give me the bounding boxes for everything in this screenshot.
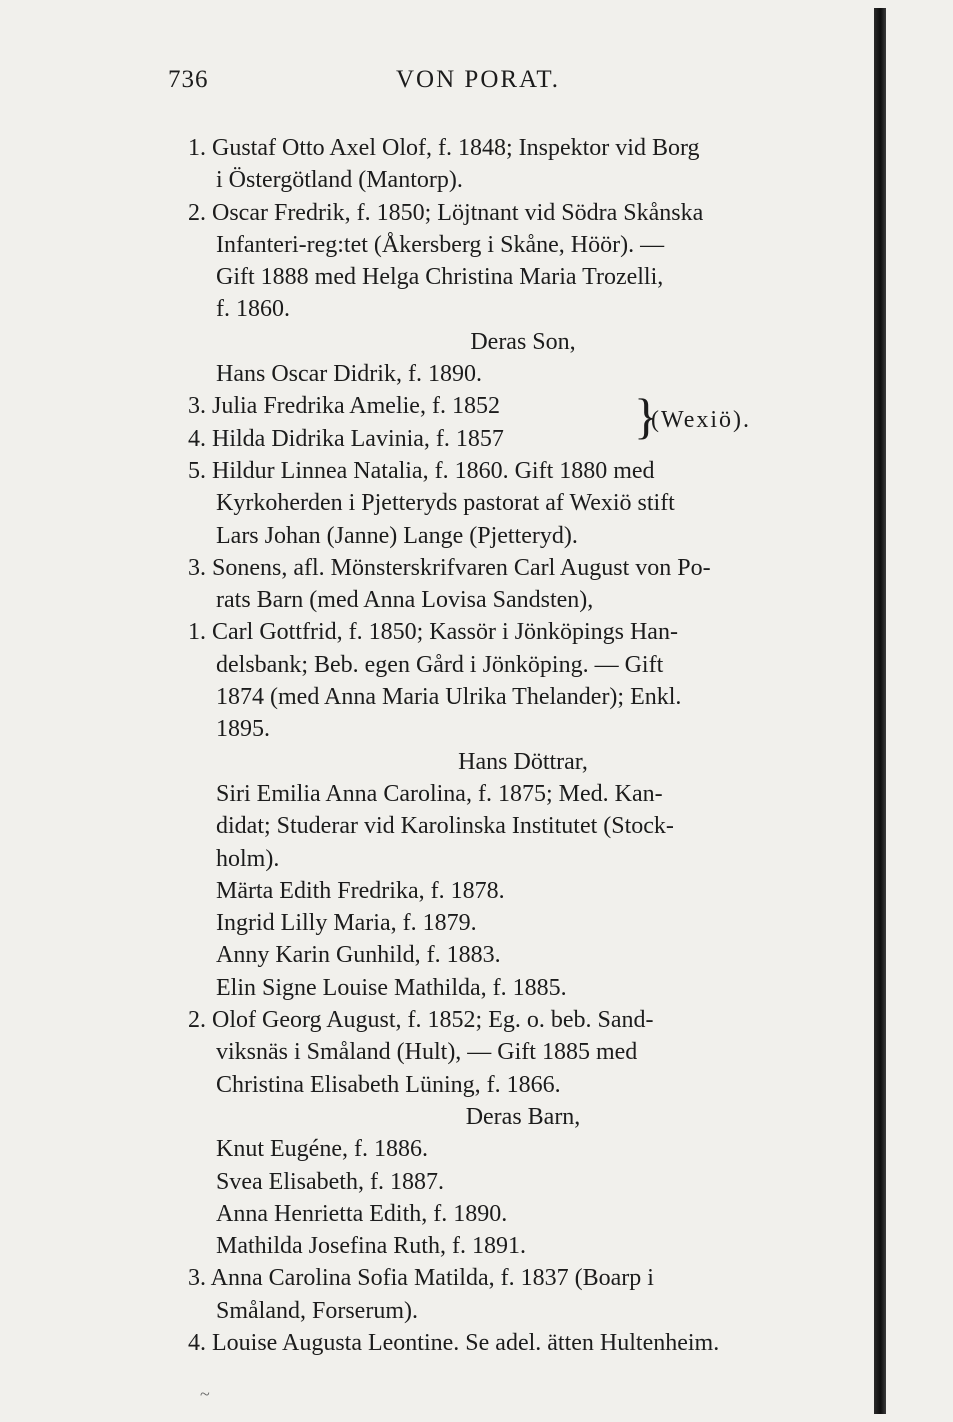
text-line: 2. Oscar Fredrik, f. 1850; Löjtnant vid Södra Skånska [188,199,704,226]
text-line: Hans Oscar Didrik, f. 1890. [216,361,482,388]
page-number: 736 [168,66,209,93]
text-line: Ingrid Lilly Maria, f. 1879. [216,910,477,937]
page-title: VON PORAT. [396,66,560,93]
text-line: Deras Barn, [465,1103,581,1130]
text-line: Infanteri-reg:tet (Åkersberg i Skåne, Höör). — [216,231,665,258]
text-line: Anny Karin Gunhild, f. 1883. [216,942,501,969]
text-line: Anna Henrietta Edith, f. 1890. [216,1200,508,1227]
text-line: Knut Eugéne, f. 1886. [216,1136,428,1163]
text-line: didat; Studerar vid Karolinska Institutet (Stock- [216,813,674,840]
brace-glyph: } [634,388,658,445]
text-line: viksnäs i Småland (Hult), — Gift 1885 med [216,1039,638,1066]
text-line: 1. Carl Gottfrid, f. 1850; Kassör i Jönköpings Han- [188,619,678,646]
text-line: 1874 (med Anna Maria Ulrika Thelander); Enkl. [216,684,682,711]
text-line: holm). [216,845,280,872]
text-line: Kyrkoherden i Pjetteryds pastorat af Wexiö stift [216,490,675,517]
page-header [168,66,848,106]
text-line: 3. Julia Fredrika Amelie, f. 1852 } (Wexiö). [188,390,838,422]
text-line: Christina Elisabeth Lüning, f. 1866. [216,1071,561,1098]
text-line: Småland, Forserum). [216,1297,418,1324]
text-line: Hans Döttrar, [458,748,588,775]
text-line: Siri Emilia Anna Carolina, f. 1875; Med. Kan- [216,780,663,807]
text-line: 4. Hilda Didrika Lavinia, f. 1857 [188,425,504,452]
wexio-note: (Wexiö). [651,407,752,434]
text-line: 3. Anna Carolina Sofia Matilda, f. 1837 (Boarp i [188,1265,654,1292]
text-line: f. 1860. [216,296,290,323]
corner-mark: ~ [200,1384,210,1404]
text-line: Svea Elisabeth, f. 1887. [216,1168,444,1195]
text-line: Märta Edith Fredrika, f. 1878. [216,877,505,904]
text-line: 2. Olof Georg August, f. 1852; Eg. o. beb. Sand- [188,1007,654,1034]
text-line: Elin Signe Louise Mathilda, f. 1885. [216,974,567,1001]
text-line: Mathilda Josefina Ruth, f. 1891. [216,1233,526,1260]
text-line: delsbank; Beb. egen Gård i Jönköping. — Gift [216,651,664,678]
text-line: 3. Sonens, afl. Mönsterskrifvaren Carl August von Po- [188,554,711,581]
text-line: rats Barn (med Anna Lovisa Sandsten), [216,587,594,614]
text-line: 4. Louise Augusta Leontine. Se adel. ätten Hultenheim. [188,1329,720,1356]
text-line: 1. Gustaf Otto Axel Olof, f. 1848; Inspektor vid Borg [188,135,700,161]
text-line: 5. Hildur Linnea Natalia, f. 1860. Gift 1880 med [188,457,655,484]
text-line: Lars Johan (Janne) Lange (Pjetteryd). [216,522,578,549]
text-line: 1895. [216,716,270,743]
text-line: i Östergötland (Mantorp). [216,167,463,194]
text-line: Deras Son, [470,328,576,355]
text-line: Gift 1888 med Helga Christina Maria Trozelli, [216,264,664,291]
page-body [188,132,838,1359]
